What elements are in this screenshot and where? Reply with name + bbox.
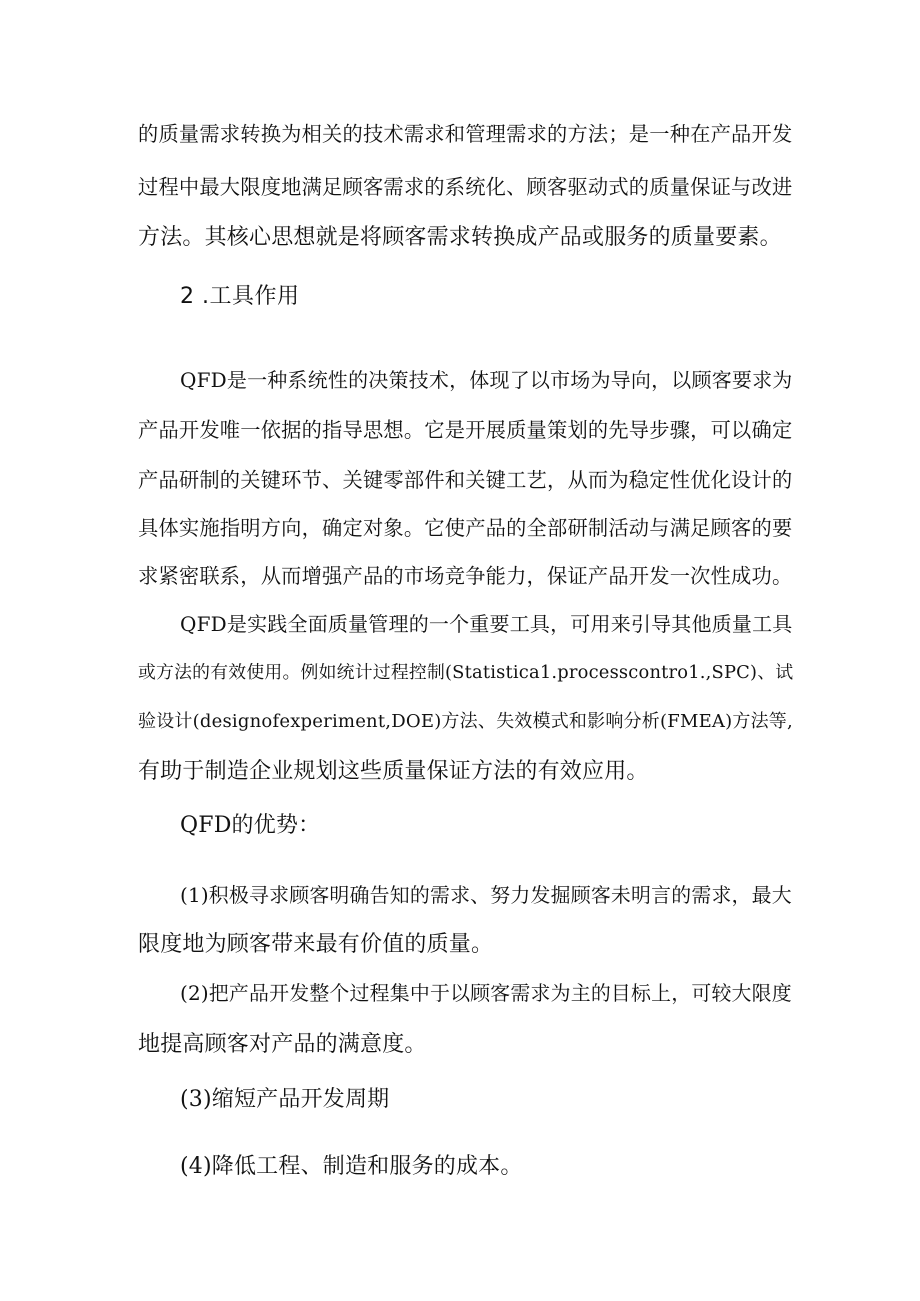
para2-line-3: 验设计(designofexperiment,DOE)方法、失效模式和影响分析(FMEA)方法等,	[138, 711, 793, 732]
para1-line-5: 求紧密联系，从而增强产品的市场竞争能力，保证产品开发一次性成功。	[138, 564, 793, 588]
para1-line-1: QFD是一种系统性的决策技术，体现了以市场为导向，以顾客要求为	[180, 368, 793, 392]
advantages-title: QFD的优势：	[180, 813, 321, 838]
para1-line-3: 产品研制的关键环节、关键零部件和关键工艺，从而为稳定性优化设计的	[138, 468, 793, 492]
advantage-1-line-1: (1)积极寻求顾客明确告知的需求、努力发掘顾客未明言的需求，最大	[180, 884, 792, 907]
para1-line-2: 产品开发唯一依据的指导思想。它是开展质量策划的先导步骤，可以确定	[138, 418, 793, 442]
para1-line-4: 具体实施指明方向，确定对象。它使产品的全部研制活动与满足顾客的要	[138, 516, 793, 540]
para2-line-4: 有助于制造企业规划这些质量保证方法的有效应用。	[138, 759, 649, 784]
advantage-2-line-1: (2)把产品开发整个过程集中于以顾客需求为主的目标上，可较大限度	[180, 982, 792, 1005]
intro-line-3: 方法。其核心思想就是将顾客需求转换成产品或服务的质量要素。	[138, 225, 782, 250]
para2-line-1: QFD是实践全面质量管理的一个重要工具，可用来引导其他质量工具	[180, 612, 793, 636]
advantage-4: (4)降低工程、制造和服务的成本。	[180, 1154, 523, 1179]
advantage-2-line-2: 地提高顾客对产品的满意度。	[138, 1032, 427, 1057]
advantage-3: (3)缩短产品开发周期	[180, 1087, 390, 1112]
section-heading: 2 .工具作用	[180, 284, 300, 309]
intro-line-1: 的质量需求转换为相关的技术需求和管理需求的方法；是一种在产品开发	[138, 122, 793, 146]
para2-line-2: 或方法的有效使用。例如统计过程控制(Statistica1.processcontro1.,SPC)、试	[138, 662, 794, 683]
advantage-1-line-2: 限度地为顾客带来最有价值的质量。	[138, 932, 494, 957]
intro-line-2: 过程中最大限度地满足顾客需求的系统化、顾客驱动式的质量保证与改进	[138, 175, 793, 199]
